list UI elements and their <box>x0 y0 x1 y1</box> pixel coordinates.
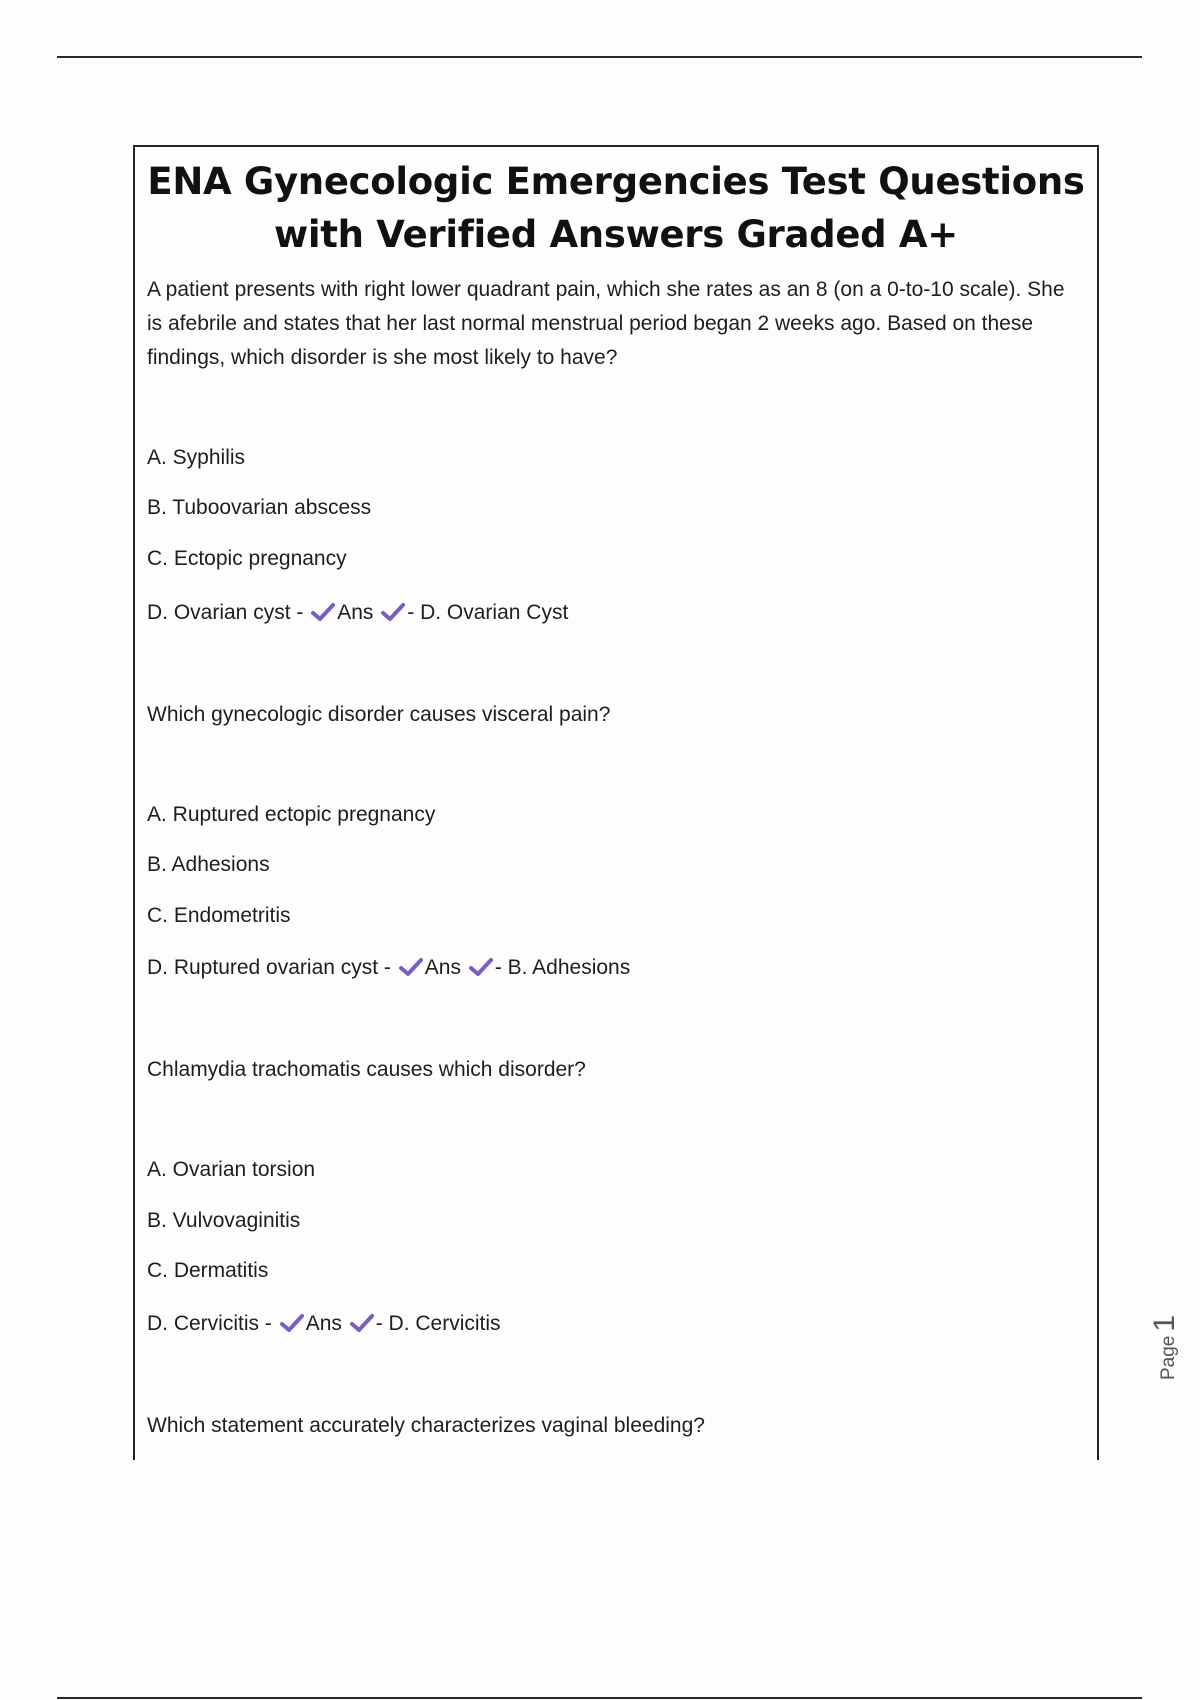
question-1-answer: - D. Ovarian Cyst <box>407 601 569 624</box>
ans-label: Ans <box>337 601 374 624</box>
checkmark-icon <box>469 957 493 977</box>
question-3-answer-line <box>147 1307 501 1341</box>
question-1-answer-line <box>147 596 568 630</box>
page-number <box>1148 1315 1182 1380</box>
checkmark-icon <box>280 1313 304 1333</box>
question-3-option-c: C. Dermatitis <box>147 1259 269 1282</box>
question-1-option-d: D. Ovarian cyst - <box>147 601 304 624</box>
question-2-option-d: D. Ruptured ovarian cyst - <box>147 956 391 979</box>
question-3-answer: - D. Cervicitis <box>375 1312 501 1335</box>
question-2-option-a: A. Ruptured ectopic pregnancy <box>147 803 436 826</box>
question-1-option-c: C. Ectopic pregnancy <box>147 547 347 570</box>
question-3-option-b: B. Vulvovaginitis <box>147 1209 301 1232</box>
ans-label: Ans <box>305 1312 342 1335</box>
question-1-option-a: A. Syphilis <box>147 446 246 469</box>
page-number-value: 1 <box>1148 1314 1181 1332</box>
bottom-rule <box>57 1697 1142 1699</box>
question-2-stem: Which gynecologic disorder causes visceral pain? <box>147 703 611 726</box>
page-label: Page <box>1158 1335 1179 1380</box>
question-3-option-d: D. Cervicitis - <box>147 1312 272 1335</box>
checkmark-icon <box>399 957 423 977</box>
question-3-stem: Chlamydia trachomatis causes which disorder? <box>147 1058 586 1081</box>
question-2-answer-line <box>147 951 630 985</box>
question-4-stem: Which statement accurately characterizes vaginal bleeding? <box>147 1414 705 1437</box>
content-frame <box>133 145 1099 1460</box>
question-3-option-a: A. Ovarian torsion <box>147 1158 316 1181</box>
checkmark-icon <box>381 602 405 622</box>
title-line-1: ENA Gynecologic Emergencies Test Questions <box>147 160 1085 203</box>
checkmark-icon <box>350 1313 374 1333</box>
question-1-stem: A patient presents with right lower quadrant pain, which she rates as an 8 (on a 0-to-10 scale). She is afebrile and states that her last normal menstrual period began 2 weeks ago. Based on these findings, which disorder is she most likely to have? <box>147 278 1065 369</box>
question-2-option-c: C. Endometritis <box>147 904 291 927</box>
title-line-2: with Verified Answers Graded A+ <box>274 213 958 256</box>
top-rule <box>57 56 1142 58</box>
ans-label: Ans <box>424 956 461 979</box>
question-1-option-b: B. Tuboovarian abscess <box>147 496 372 519</box>
checkmark-icon <box>311 602 335 622</box>
document-title <box>135 155 1097 261</box>
question-2-answer: - B. Adhesions <box>494 956 631 979</box>
question-2-option-b: B. Adhesions <box>147 853 270 876</box>
